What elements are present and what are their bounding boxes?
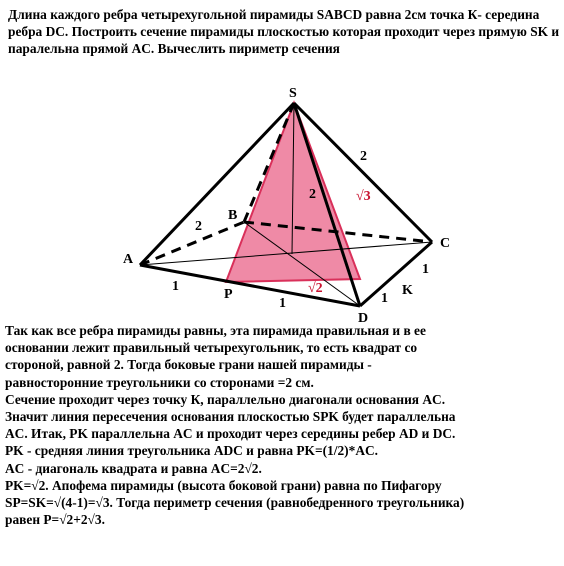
- label-sb-length: 2: [360, 149, 367, 164]
- label-pk-length: √2: [308, 281, 323, 296]
- label-pd-length: 1: [279, 296, 286, 311]
- solution-line: PK=√2. Апофема пирамиды (высота боковой грани) равна по Пифагору: [5, 477, 442, 493]
- label-dk-length: 1: [381, 291, 388, 306]
- solution-line: SP=SK=√(4-1)=√3. Тогда периметр сечения (равнобедренного треугольника): [5, 495, 465, 511]
- solution-text: [5, 322, 561, 528]
- label-s: S: [289, 86, 297, 101]
- pyramid-figure: [0, 80, 564, 330]
- solution-line: равен P=√2+2√3.: [5, 512, 105, 528]
- solution-line: Значит линия пересечения основания плоскостью SPK будет параллельна: [5, 409, 456, 425]
- label-sp-height: 2: [309, 187, 316, 202]
- solution-line: основании лежит правильный четырехугольник, то есть квадрат со: [5, 340, 418, 356]
- label-a: A: [123, 252, 134, 267]
- label-sk-length: √3: [356, 189, 371, 204]
- label-k: K: [402, 283, 413, 298]
- solution-line: Так как все ребра пирамиды равны, эта пирамида правильная и в ее: [5, 323, 426, 338]
- solution-line: равносторонние треугольники со сторонами =2 см.: [5, 374, 314, 390]
- solution-line: AC. Итак, PK параллельна AC и проходит через середины ребер AD и DC.: [5, 426, 456, 442]
- solution-line: Сечение проходит через точку К, параллельно диагонали основания AC.: [5, 391, 446, 407]
- solution-line: AC - диагональ квадрата и равна AC=2√2.: [5, 460, 262, 476]
- label-ap-length: 1: [172, 279, 179, 294]
- solution-line: PK - средняя линия треугольника ADC и равна PK=(1/2)*AC.: [5, 443, 379, 459]
- edge-ab-hidden: [140, 222, 244, 265]
- label-b: B: [228, 208, 238, 223]
- label-c: C: [440, 236, 451, 251]
- label-kc-length: 1: [422, 262, 429, 277]
- label-ab-length: 2: [195, 219, 202, 234]
- label-p: P: [224, 287, 233, 302]
- solution-line: стороной, равной 2. Тогда боковые грани нашей пирамиды -: [5, 357, 372, 373]
- label-d: D: [358, 311, 369, 326]
- problem-statement: Длина каждого ребра четырехугольной пирамиды SABCD равна 2см точка К- середина ребра DC. Построить сечение пирамиды плоскостью которая проходит через прямую SK и паралельна прямой AC. Вычеслить пириметр сечения: [8, 7, 560, 56]
